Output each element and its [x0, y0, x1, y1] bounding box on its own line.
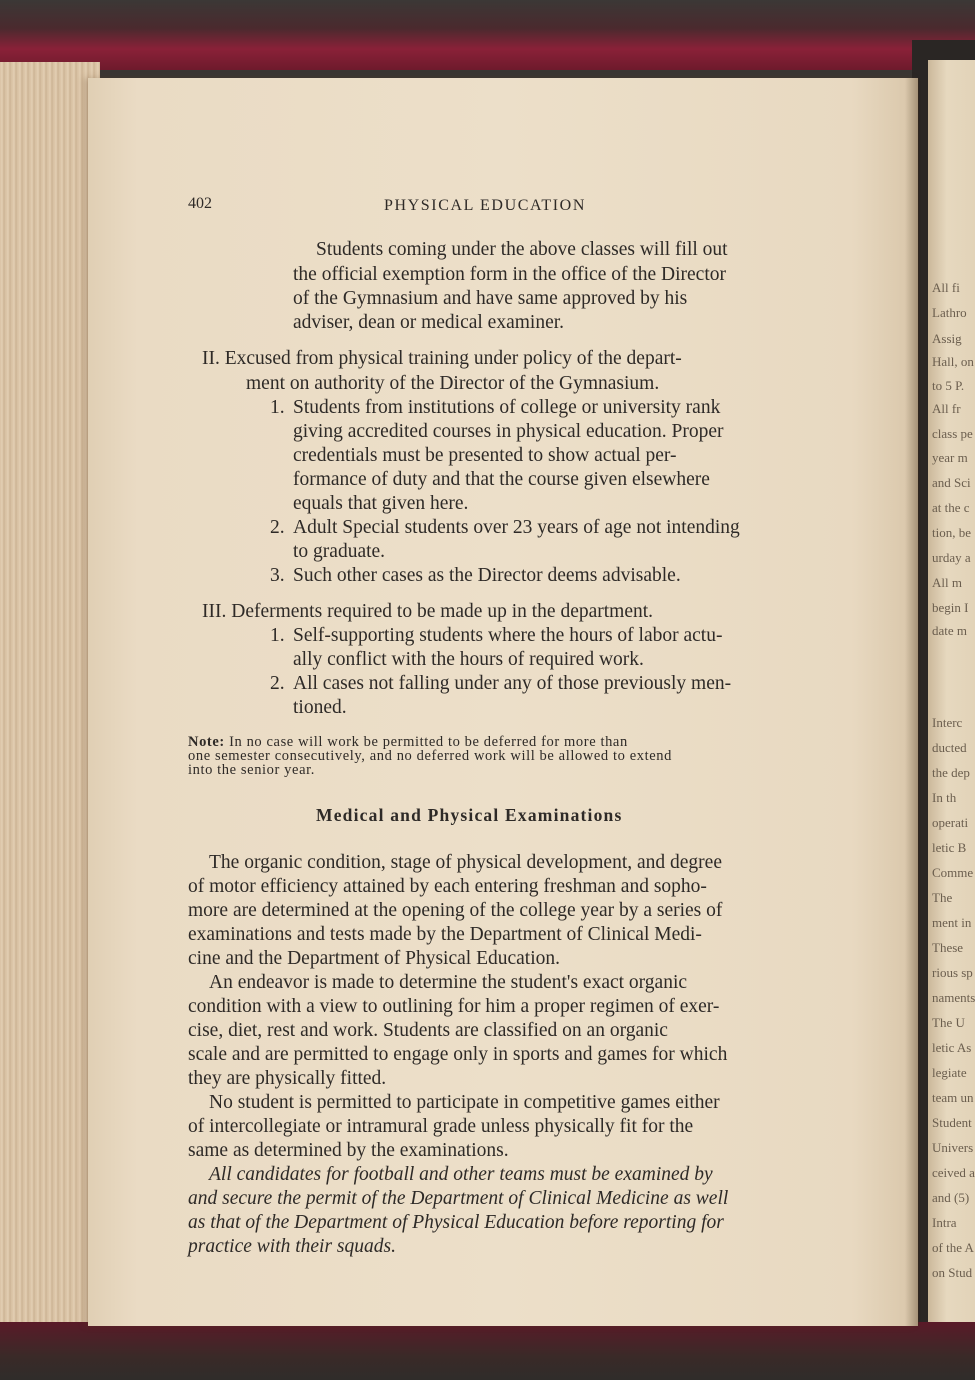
- list-item-number: 1.: [270, 625, 285, 646]
- adjacent-page-fragment: and (5): [932, 1190, 970, 1205]
- list-item-line: Adult Special students over 23 years of age not intending: [293, 517, 740, 538]
- italic-paragraph-line: practice with their squads.: [188, 1236, 396, 1257]
- list-item-line: All cases not falling under any of those previously men-: [293, 673, 732, 694]
- adjacent-page-fragment: Hall, on: [932, 354, 974, 369]
- book-cover-bottom: [0, 1322, 975, 1380]
- section-iii-heading: III. Deferments required to be made up in the department.: [202, 601, 654, 622]
- book-cover-top: [0, 0, 975, 70]
- paragraph-line: cine and the Department of Physical Education.: [188, 948, 561, 969]
- adjacent-page-fragment: Lathro: [932, 305, 967, 320]
- adjacent-page-fragment: The: [932, 890, 953, 905]
- list-item-line: formance of duty and that the course given elsewhere: [293, 469, 710, 490]
- adjacent-page-fragment: at the c: [932, 500, 970, 515]
- list-item-line: ally conflict with the hours of required work.: [293, 649, 644, 670]
- section-ii-heading: ment on authority of the Director of the Gymnasium.: [246, 373, 660, 394]
- adjacent-page-fragment: ceived a: [932, 1165, 975, 1180]
- list-item-line: equals that given here.: [293, 493, 469, 514]
- section-ii-heading: II. Excused from physical training under policy of the depart-: [202, 348, 682, 369]
- adjacent-page-fragment: letic As: [932, 1040, 972, 1055]
- paragraph-line: they are physically fitted.: [188, 1068, 387, 1089]
- list-item-line: credentials must be presented to show actual per-: [293, 445, 677, 466]
- page-stack-edges: [0, 62, 100, 1332]
- adjacent-page-fragment: The U: [932, 1015, 965, 1030]
- paragraph-line: more are determined at the opening of the college year by a series of: [188, 900, 723, 921]
- paragraph-line: of motor efficiency attained by each entering freshman and sopho-: [188, 876, 707, 897]
- adjacent-page-fragment: date m: [932, 623, 968, 638]
- italic-paragraph-line: and secure the permit of the Department of Clinical Medicine as well: [188, 1188, 729, 1209]
- adjacent-page-fragment: letic B: [932, 840, 967, 855]
- adjacent-page-fragment: class pe: [932, 426, 973, 441]
- adjacent-page-fragment: the dep: [932, 765, 970, 780]
- paragraph-line: condition with a view to outlining for him a proper regimen of exer-: [188, 996, 720, 1017]
- paragraph-line: of intercollegiate or intramural grade unless physically fit for the: [188, 1116, 694, 1137]
- note-label: Note:: [188, 734, 225, 750]
- paragraph-line: cise, diet, rest and work. Students are classified on an organic: [188, 1020, 668, 1041]
- intro-line: adviser, dean or medical examiner.: [293, 312, 565, 333]
- intro-line: Students coming under the above classes will fill out: [316, 239, 728, 260]
- note-line: one semester consecutively, and no deferred work will be allowed to extend: [188, 748, 672, 764]
- paragraph-line: examinations and tests made by the Department of Clinical Medi-: [188, 924, 702, 945]
- adjacent-page-fragment: and Sci: [932, 475, 971, 490]
- list-item-number: 3.: [270, 565, 285, 586]
- adjacent-page-fragment: legiate: [932, 1065, 967, 1080]
- list-item-number: 1.: [270, 397, 285, 418]
- adjacent-page-fragment: rious sp: [932, 965, 973, 980]
- adjacent-page-fragment: to 5 P.: [932, 378, 965, 393]
- running-head: PHYSICAL EDUCATION: [384, 197, 586, 214]
- adjacent-page-fragment: team un: [932, 1090, 974, 1105]
- adjacent-page-fragment: Student: [932, 1115, 972, 1130]
- page-number: 402: [188, 195, 212, 212]
- adjacent-page: [928, 60, 975, 1340]
- adjacent-page-fragment: begin I: [932, 600, 969, 615]
- adjacent-page-fragment: ment in: [932, 915, 972, 930]
- paragraph-line: scale and are permitted to engage only in sports and games for which: [188, 1044, 728, 1065]
- adjacent-page-fragment: Intra: [932, 1215, 957, 1230]
- adjacent-page-fragment: In th: [932, 790, 957, 805]
- adjacent-page-fragment: All m: [932, 575, 962, 590]
- adjacent-page-fragment: Univers: [932, 1140, 974, 1155]
- adjacent-page-fragment: urday a: [932, 550, 971, 565]
- list-item-line: giving accredited courses in physical education. Proper: [293, 421, 724, 442]
- adjacent-page-fragment: ducted: [932, 740, 967, 755]
- paragraph-line: The organic condition, stage of physical development, and degree: [209, 852, 722, 873]
- list-item-line: Students from institutions of college or university rank: [293, 397, 721, 418]
- list-item-number: 2.: [270, 673, 285, 694]
- adjacent-page-fragment: Interc: [932, 715, 963, 730]
- adjacent-page-fragment: These: [932, 940, 964, 955]
- adjacent-page-fragment: tion, be: [932, 525, 971, 540]
- italic-paragraph-line: as that of the Department of Physical Education before reporting for: [188, 1212, 724, 1233]
- adjacent-page-fragment: Comme: [932, 865, 974, 880]
- adjacent-page-fragment: year m: [932, 450, 968, 465]
- intro-line: the official exemption form in the office of the Director: [293, 264, 726, 285]
- note-text: In no case will work be permitted to be deferred for more than: [229, 734, 628, 750]
- paragraph-line: An endeavor is made to determine the student's exact organic: [209, 972, 688, 993]
- adjacent-page-fragment: All fi: [932, 280, 960, 295]
- list-item-number: 2.: [270, 517, 285, 538]
- adjacent-page-fragment: All fr: [932, 401, 961, 416]
- adjacent-page-fragment: on Stud: [932, 1265, 973, 1280]
- list-item-line: Self-supporting students where the hours of labor actu-: [293, 625, 723, 646]
- paragraph-line: same as determined by the examinations.: [188, 1140, 509, 1161]
- gutter-shadow: [905, 78, 919, 1326]
- intro-line: of the Gymnasium and have same approved by his: [293, 288, 688, 309]
- paragraph-line: No student is permitted to participate in competitive games either: [209, 1092, 720, 1113]
- adjacent-page-fragment: naments: [932, 990, 975, 1005]
- section-heading: Medical and Physical Examinations: [316, 805, 623, 825]
- list-item-line: tioned.: [293, 697, 347, 718]
- note-line: into the senior year.: [188, 762, 315, 778]
- list-item-line: Such other cases as the Director deems advisable.: [293, 565, 681, 586]
- italic-paragraph-line: All candidates for football and other teams must be examined by: [209, 1164, 713, 1185]
- adjacent-page-fragment: of the A: [932, 1240, 974, 1255]
- list-item-line: to graduate.: [293, 541, 386, 562]
- adjacent-page-fragment: operati: [932, 815, 969, 830]
- adjacent-page-fragment: Assig: [932, 331, 962, 346]
